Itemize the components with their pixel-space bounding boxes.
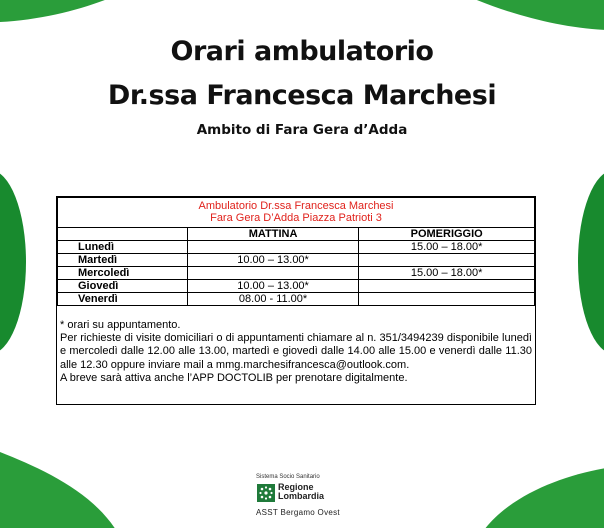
table-row xyxy=(58,254,535,267)
schedule-table xyxy=(57,197,535,306)
morning-cell: 08.00 - 11.00* xyxy=(187,293,359,306)
logo-region-line1: Regione xyxy=(278,482,314,492)
table-row xyxy=(58,241,535,254)
morning-cell: 10.00 – 13.00* xyxy=(187,280,359,293)
table-row xyxy=(58,267,535,280)
afternoon-cell xyxy=(359,293,535,306)
corner-curve-bottom-right xyxy=(484,468,604,528)
app-note: A breve sarà attiva anche l’APP DOCTOLIB per prenotare digitalmente. xyxy=(60,371,408,384)
afternoon-cell: 15.00 – 18.00* xyxy=(359,241,535,254)
logo-top-text: Sistema Socio Sanitario xyxy=(256,474,320,480)
area-subtitle: Ambito di Fara Gera d’Adda xyxy=(196,122,408,138)
corner-curve-top-right xyxy=(472,0,604,30)
corner-curve-top-left xyxy=(0,0,110,22)
regione-lombardia-logo xyxy=(256,474,376,524)
schedule-header-row xyxy=(58,198,535,228)
corner-curve-bottom-left xyxy=(0,452,116,528)
day-cell: Venerdì xyxy=(58,293,188,306)
day-cell: Lunedì xyxy=(58,241,188,254)
page-title: Orari ambulatorio xyxy=(170,36,434,67)
contact-note: Per richieste di visite domiciliari o di appuntamenti chiamare al n. 351/3494239 disponibile lunedì e mercoledì dalle 12.00 alle 13.00, martedì e giovedì dalle 14.00 alle 15.00 e venerdì dalle 11.30 alle 12.30 oppure inviare mail a mmg.marchesifrancesca@outlook.com. xyxy=(60,332,532,371)
column-header-day xyxy=(58,228,188,241)
column-header-morning: MATTINA xyxy=(187,228,359,241)
clinic-name: Ambulatorio Dr.ssa Francesca Marchesi xyxy=(198,200,394,212)
side-circle-left xyxy=(0,170,26,354)
morning-cell xyxy=(187,267,359,280)
schedule-box xyxy=(56,196,536,405)
clinic-header xyxy=(58,198,535,228)
side-circle-right xyxy=(578,170,604,354)
table-row xyxy=(58,280,535,293)
logo-region-line2: Lombardia xyxy=(278,491,325,501)
appointment-note: * orari su appuntamento. xyxy=(60,319,181,331)
day-cell: Mercoledì xyxy=(58,267,188,280)
clinic-address: Fara Gera D’Adda Piazza Patrioti 3 xyxy=(210,212,382,224)
day-cell: Martedì xyxy=(58,254,188,267)
doctor-name: Dr.ssa Francesca Marchesi xyxy=(107,80,497,111)
afternoon-cell xyxy=(359,280,535,293)
logo-region-name xyxy=(278,483,324,501)
day-cell: Giovedì xyxy=(58,280,188,293)
lombardia-rose-icon xyxy=(257,484,275,502)
schedule-notes xyxy=(60,319,532,385)
morning-cell: 10.00 – 13.00* xyxy=(187,254,359,267)
column-header-row xyxy=(58,228,535,241)
column-header-afternoon: POMERIGGIO xyxy=(359,228,535,241)
table-row xyxy=(58,293,535,306)
afternoon-cell xyxy=(359,254,535,267)
logo-asst-text: ASST Bergamo Ovest xyxy=(256,508,340,517)
morning-cell xyxy=(187,241,359,254)
afternoon-cell: 15.00 – 18.00* xyxy=(359,267,535,280)
